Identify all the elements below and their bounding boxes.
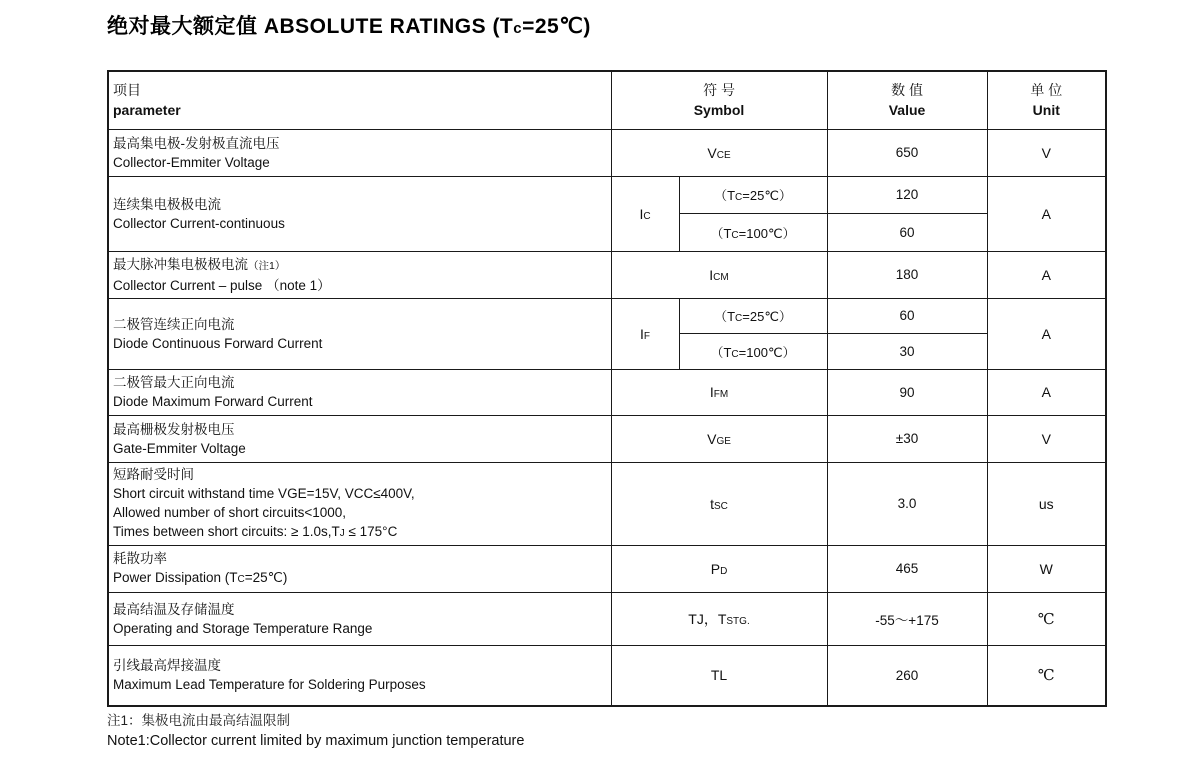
value-cell: ±30 [827,415,987,462]
text-segment: V [707,430,717,447]
text-segment: 最高集电极-发射极直流电压 [113,135,280,151]
parameter-cell [108,369,611,415]
header-parameter [108,71,611,129]
text-segment: Operating and Storage Temperature Range [113,620,373,636]
text-segment: Allowed number of short circuits<1000, [113,504,346,520]
unit-cell: ℃ [987,592,1106,645]
text-segment: （T [714,188,736,203]
parameter-line [113,522,607,543]
parameter-line [113,549,607,568]
parameter-line [113,214,607,233]
text-segment: ≤ 175°C [344,523,398,539]
text-segment: D [720,565,728,577]
parameter-cell [108,462,611,545]
text-segment: 最大脉冲集电极极电流 [113,256,248,272]
value-cell: 60 [827,298,987,333]
unit-cell: us [987,462,1106,545]
table-row [108,415,1106,462]
header-parameter-cjk: 项目 [113,82,141,99]
value-cell: 180 [827,251,987,298]
text-segment: 短路耐受时间 [113,466,194,482]
text-segment: GE [716,435,731,447]
table-row [108,592,1106,645]
page-title-subscript: c [513,20,523,37]
value-cell: 30 [827,333,987,369]
symbol-cell [611,545,827,592]
value-cell: 3.0 [827,462,987,545]
value-cell: 90 [827,369,987,415]
text-segment: I [709,384,714,400]
text-segment: SC [714,500,728,512]
parameter-line [113,600,607,619]
text-segment: 最高栅极发射极电压 [113,421,235,437]
text-segment: C [731,348,739,360]
condition-cell [679,333,827,369]
text-segment: =25℃） [742,188,792,203]
text-segment: TL [710,667,728,684]
text-segment: Short circuit withstand time VGE=15V, VCC≤400V, [113,485,415,501]
text-segment: C [237,573,245,585]
table-row [108,462,1106,545]
text-segment: FM [713,389,729,400]
text-segment: V [707,144,717,161]
parameter-cell [108,129,611,176]
unit-cell: V [987,415,1106,462]
value-cell: 60 [827,213,987,251]
table-row [108,129,1106,176]
note-1-cjk: 注1：集极电流由最高结温限制 [107,713,291,728]
text-segment: I [709,266,714,283]
text-segment: （T [710,344,732,360]
parameter-line [113,392,607,411]
condition-cell [679,176,827,213]
table-row [108,251,1106,298]
parameter-line [113,503,607,522]
text-segment: Diode Maximum Forward Current [113,394,313,409]
footer-notes [107,710,524,752]
text-segment: J [339,527,345,539]
table-row [108,369,1106,415]
unit-cell: W [987,545,1106,592]
text-segment: （T [714,309,736,324]
parameter-cell [108,545,611,592]
header-unit-en: Unit [1032,102,1060,119]
text-segment: 最高结温及存储温度 [113,601,235,617]
text-segment: Maximum Lead Temperature for Soldering Purposes [113,677,426,693]
condition-cell [679,213,827,251]
text-segment: =25℃) [244,569,288,585]
symbol-cell [611,298,679,369]
text-segment: 二极管最大正向电流 [113,375,235,390]
text-segment: Power Dissipation (T [113,569,238,585]
parameter-line [113,619,607,638]
header-value [827,71,987,129]
table-row [108,298,1106,333]
text-segment: P [710,560,721,577]
header-value-cjk: 数 值 [891,82,923,99]
text-segment: F [643,330,650,342]
text-segment: C [735,192,743,203]
unit-cell: A [987,298,1106,369]
parameter-cell [108,415,611,462]
symbol-cell [611,645,827,706]
parameter-line [113,484,607,503]
unit-cell: A [987,176,1106,251]
text-segment: C [731,229,739,241]
symbol-cell [611,176,679,251]
symbol-cell [611,129,827,176]
text-segment: Times between short circuits: ≥ 1.0s,T [113,523,340,539]
text-segment: =100℃） [738,344,796,360]
symbol-cell [611,251,827,298]
header-symbol-cjk: 符 号 [703,82,735,99]
parameter-line [113,465,607,484]
parameter-line [113,134,607,153]
text-segment: C [735,313,743,324]
page-title-text: 绝对最大额定值 ABSOLUTE RATINGS (T [107,15,514,38]
parameter-line [113,373,607,392]
text-segment: 连续集电极极电流 [113,196,221,212]
text-segment: Diode Continuous Forward Current [113,335,323,351]
table-row [108,545,1106,592]
text-segment: CM [713,271,729,283]
text-segment: Collector Current-continuous [113,215,285,231]
header-parameter-en: parameter [113,102,181,119]
parameter-line [113,276,607,295]
parameter-cell [108,592,611,645]
parameter-line [113,195,607,214]
symbol-cell [611,592,827,645]
ratings-table [107,70,1107,707]
parameter-cell [108,645,611,706]
symbol-cell [611,415,827,462]
table-header-row [108,71,1106,129]
parameter-line [113,255,607,276]
text-segment: Collector Current – pulse （note 1） [113,277,331,293]
text-segment: t [710,495,714,512]
text-segment: Gate-Emmiter Voltage [113,440,246,456]
text-segment: =100℃） [738,225,796,241]
parameter-cell [108,298,611,369]
unit-cell: A [987,251,1106,298]
text-segment: STG. [726,615,750,627]
value-cell: 465 [827,545,987,592]
text-segment: （注1） [248,259,286,272]
parameter-line [113,153,607,172]
parameter-line [113,315,607,334]
text-segment: CE [716,149,731,161]
text-segment: I [639,205,644,222]
parameter-line [113,420,607,439]
text-segment: TJ，T [688,610,727,627]
table-row [108,645,1106,706]
note-1-en: Note1:Collector current limited by maximum junction temperature [107,733,525,749]
unit-cell: ℃ [987,645,1106,706]
value-cell: 260 [827,645,987,706]
value-cell: 650 [827,129,987,176]
value-cell: 120 [827,176,987,213]
unit-cell: A [987,369,1106,415]
text-segment: 引线最高焊接温度 [113,658,221,674]
text-segment: （T [710,225,732,241]
header-symbol [611,71,827,129]
text-segment: =25℃） [742,309,792,324]
parameter-line [113,439,607,458]
parameter-line [113,568,607,589]
text-segment: 耗散功率 [113,550,167,566]
condition-cell [679,298,827,333]
parameter-line [113,334,607,353]
text-segment: I [640,325,644,342]
value-cell: -55～+175 [827,592,987,645]
page-title-text-suffix: =25℃) [522,15,591,38]
header-value-en: Value [888,102,926,119]
parameter-cell [108,176,611,251]
header-unit [987,71,1106,129]
symbol-cell [611,462,827,545]
parameter-cell [108,251,611,298]
unit-cell: V [987,129,1106,176]
symbol-cell [611,369,827,415]
text-segment: Collector-Emmiter Voltage [113,154,270,170]
text-segment: 二极管连续正向电流 [113,316,235,332]
parameter-line [113,656,607,675]
text-segment: C [643,210,651,222]
page-title [107,10,591,40]
header-unit-cjk: 单 位 [1030,82,1063,99]
table-row [108,176,1106,213]
header-symbol-en: Symbol [693,102,745,119]
parameter-line [113,675,607,694]
